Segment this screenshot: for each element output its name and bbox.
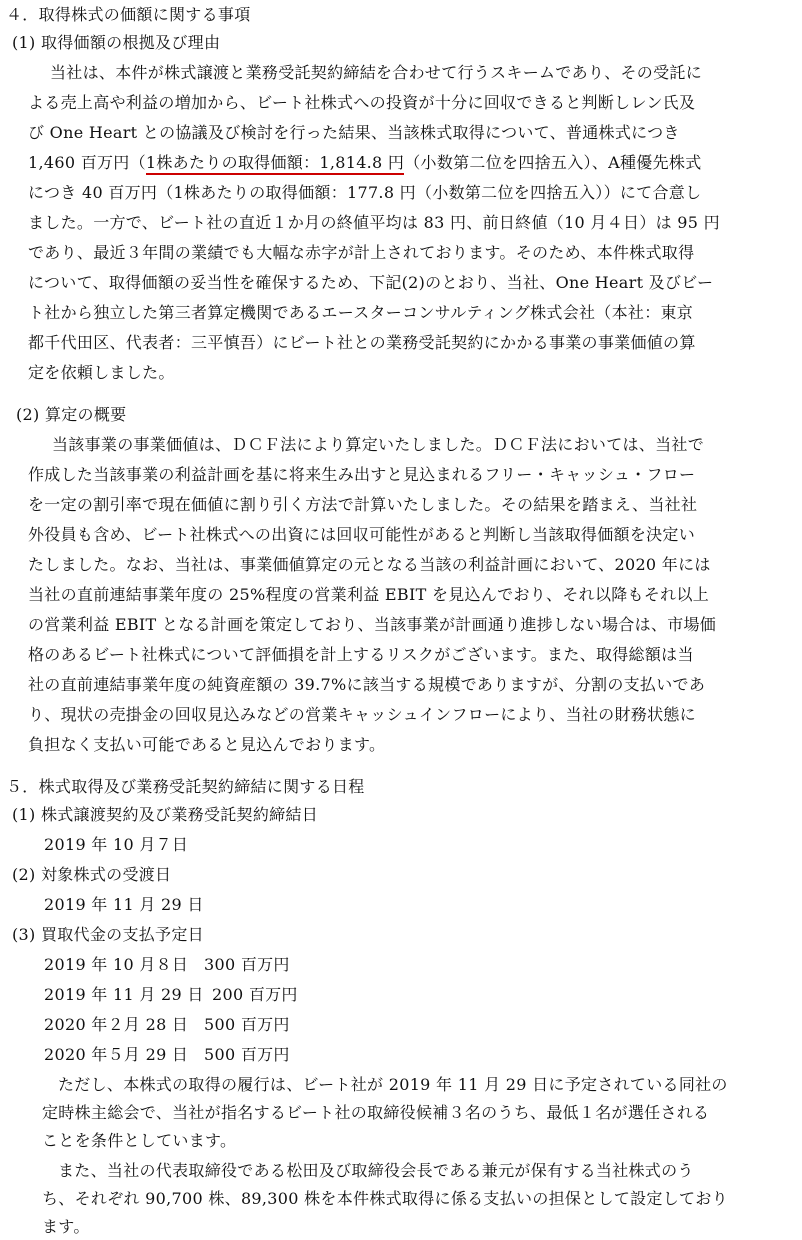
paragraph-line: 定を依頼しました。 bbox=[28, 363, 175, 382]
paragraph-line: の営業利益 EBIT となる計画を策定しており、当該事業が計画通り進捗しない場合は、市場価 bbox=[28, 615, 717, 634]
paragraph-line: 都千代田区、代表者：三平慎吾）にビート社との業務受託契約にかかる事業の事業価値の算 bbox=[28, 333, 696, 352]
paragraph-line: 当社は、本件が株式譲渡と業務受託契約締結を合わせて行うスキームであり、その受託に bbox=[50, 63, 703, 82]
payment-date: 2020 年５月 29 日 bbox=[44, 1045, 189, 1064]
paragraph-line: ことを条件としています。 bbox=[42, 1131, 237, 1150]
paragraph-line: ます。 bbox=[42, 1217, 90, 1236]
paragraph-line: ト社から独立した第三者算定機関であるエースターコンサルティング株式会社（本社：東京 bbox=[28, 303, 694, 322]
section-5-heading: ５．株式取得及び業務受託契約締結に関する日程 bbox=[6, 777, 365, 796]
section-5-2-heading: (2) 対象株式の受渡日 bbox=[12, 865, 172, 884]
text-segment: （小数第二位を四捨五入）、A種優先株式 bbox=[404, 153, 702, 172]
paragraph-line: 作成した当該事業の利益計画を基に将来生み出すと見込まれるフリー・キャッシュ・フロー bbox=[28, 465, 696, 484]
section-5-3-heading: (3) 買取代金の支払予定日 bbox=[12, 925, 204, 944]
schedule-date: 2019 年 10 月７日 bbox=[44, 835, 189, 854]
payment-date: 2019 年 10 月８日 bbox=[44, 955, 189, 974]
paragraph-line: 社の直前連結事業年度の純資産額の 39.7%に該当する規模でありますが、分割の支払いであ bbox=[28, 675, 706, 694]
paragraph-line: につき 40 百万円（1株あたりの取得価額：177.8 円（小数第二位を四捨五入））にて合意し bbox=[28, 183, 702, 202]
paragraph-line: を一定の割引率で現在価値に割り引く方法で計算いたしました。その結果を踏まえ、当社社 bbox=[28, 495, 698, 514]
highlighted-price: 1株あたりの取得価額：1,814.8 円 bbox=[146, 153, 404, 175]
payment-date: 2019 年 11 月 29 日 bbox=[44, 985, 204, 1004]
paragraph-line: また、当社の代表取締役である松田及び取締役会長である兼元が保有する当社株式のう bbox=[58, 1161, 694, 1180]
section-4-2-heading: (2) 算定の概要 bbox=[16, 405, 127, 424]
paragraph-line: よる売上高や利益の増加から、ビート社株式への投資が十分に回収できると判断しレン氏及 bbox=[28, 93, 696, 112]
paragraph-line: 定時株主総会で、当社が指名するビート社の取締役候補３名のうち、最低１名が選任される bbox=[42, 1103, 710, 1122]
paragraph-line-with-highlight bbox=[28, 150, 702, 176]
section-5-1-heading: (1) 株式譲渡契約及び業務受託契約締結日 bbox=[12, 805, 319, 824]
paragraph-line: 負担なく支払い可能であると見込んでおります。 bbox=[28, 735, 386, 754]
payment-amount: 300 百万円 bbox=[204, 955, 290, 974]
paragraph-line: ました。一方で、ビート社の直近１か月の終値平均は 83 円、前日終値（10 月４日）は 95 円 bbox=[28, 213, 720, 232]
paragraph-line: ただし、本株式の取得の履行は、ビート社が 2019 年 11 月 29 日に予定されている同社の bbox=[58, 1075, 728, 1094]
paragraph-line: 外役員も含め、ビート社株式への出資には回収可能性があると判断し当該取得価額を決定い bbox=[28, 525, 696, 544]
paragraph-line: 当社の直前連結事業年度の 25%程度の営業利益 EBIT を見込んでおり、それ以降もそれ以上 bbox=[28, 585, 710, 604]
paragraph-line: び One Heart との協議及び検討を行った結果、当該株式取得について、普通株式につき bbox=[28, 123, 680, 142]
payment-amount: 500 百万円 bbox=[204, 1045, 290, 1064]
paragraph-line: たしました。なお、当社は、事業価値算定の元となる当該の利益計画において、2020 年には bbox=[28, 555, 711, 574]
paragraph-line: 格のあるビート社株式について評価損を計上するリスクがございます。また、取得総額は当 bbox=[28, 645, 694, 664]
paragraph-line: 当該事業の事業価値は、ＤＣＦ法により算定いたしました。ＤＣＦ法においては、当社で bbox=[52, 435, 705, 454]
section-4-1-heading: (1) 取得価額の根拠及び理由 bbox=[12, 33, 221, 52]
payment-date: 2020 年２月 28 日 bbox=[44, 1015, 189, 1034]
payment-amount: 200 百万円 bbox=[212, 985, 298, 1004]
schedule-date: 2019 年 11 月 29 日 bbox=[44, 895, 204, 914]
paragraph-line: について、取得価額の妥当性を確保するため、下記(2)のとおり、当社、One Heart 及びビー bbox=[28, 273, 714, 292]
text-segment: 1,460 百万円（ bbox=[28, 153, 146, 172]
payment-amount: 500 百万円 bbox=[204, 1015, 290, 1034]
paragraph-line: り、現状の売掛金の回収見込みなどの営業キャッシュインフローにより、当社の財務状態に bbox=[28, 705, 696, 724]
section-4-heading: ４．取得株式の価額に関する事項 bbox=[6, 5, 251, 24]
paragraph-line: であり、最近３年間の業績でも大幅な赤字が計上されております。そのため、本件株式取得 bbox=[28, 243, 695, 262]
paragraph-line: ち、それぞれ 90,700 株、89,300 株を本件株式取得に係る支払いの担保として設定しており bbox=[42, 1189, 728, 1208]
